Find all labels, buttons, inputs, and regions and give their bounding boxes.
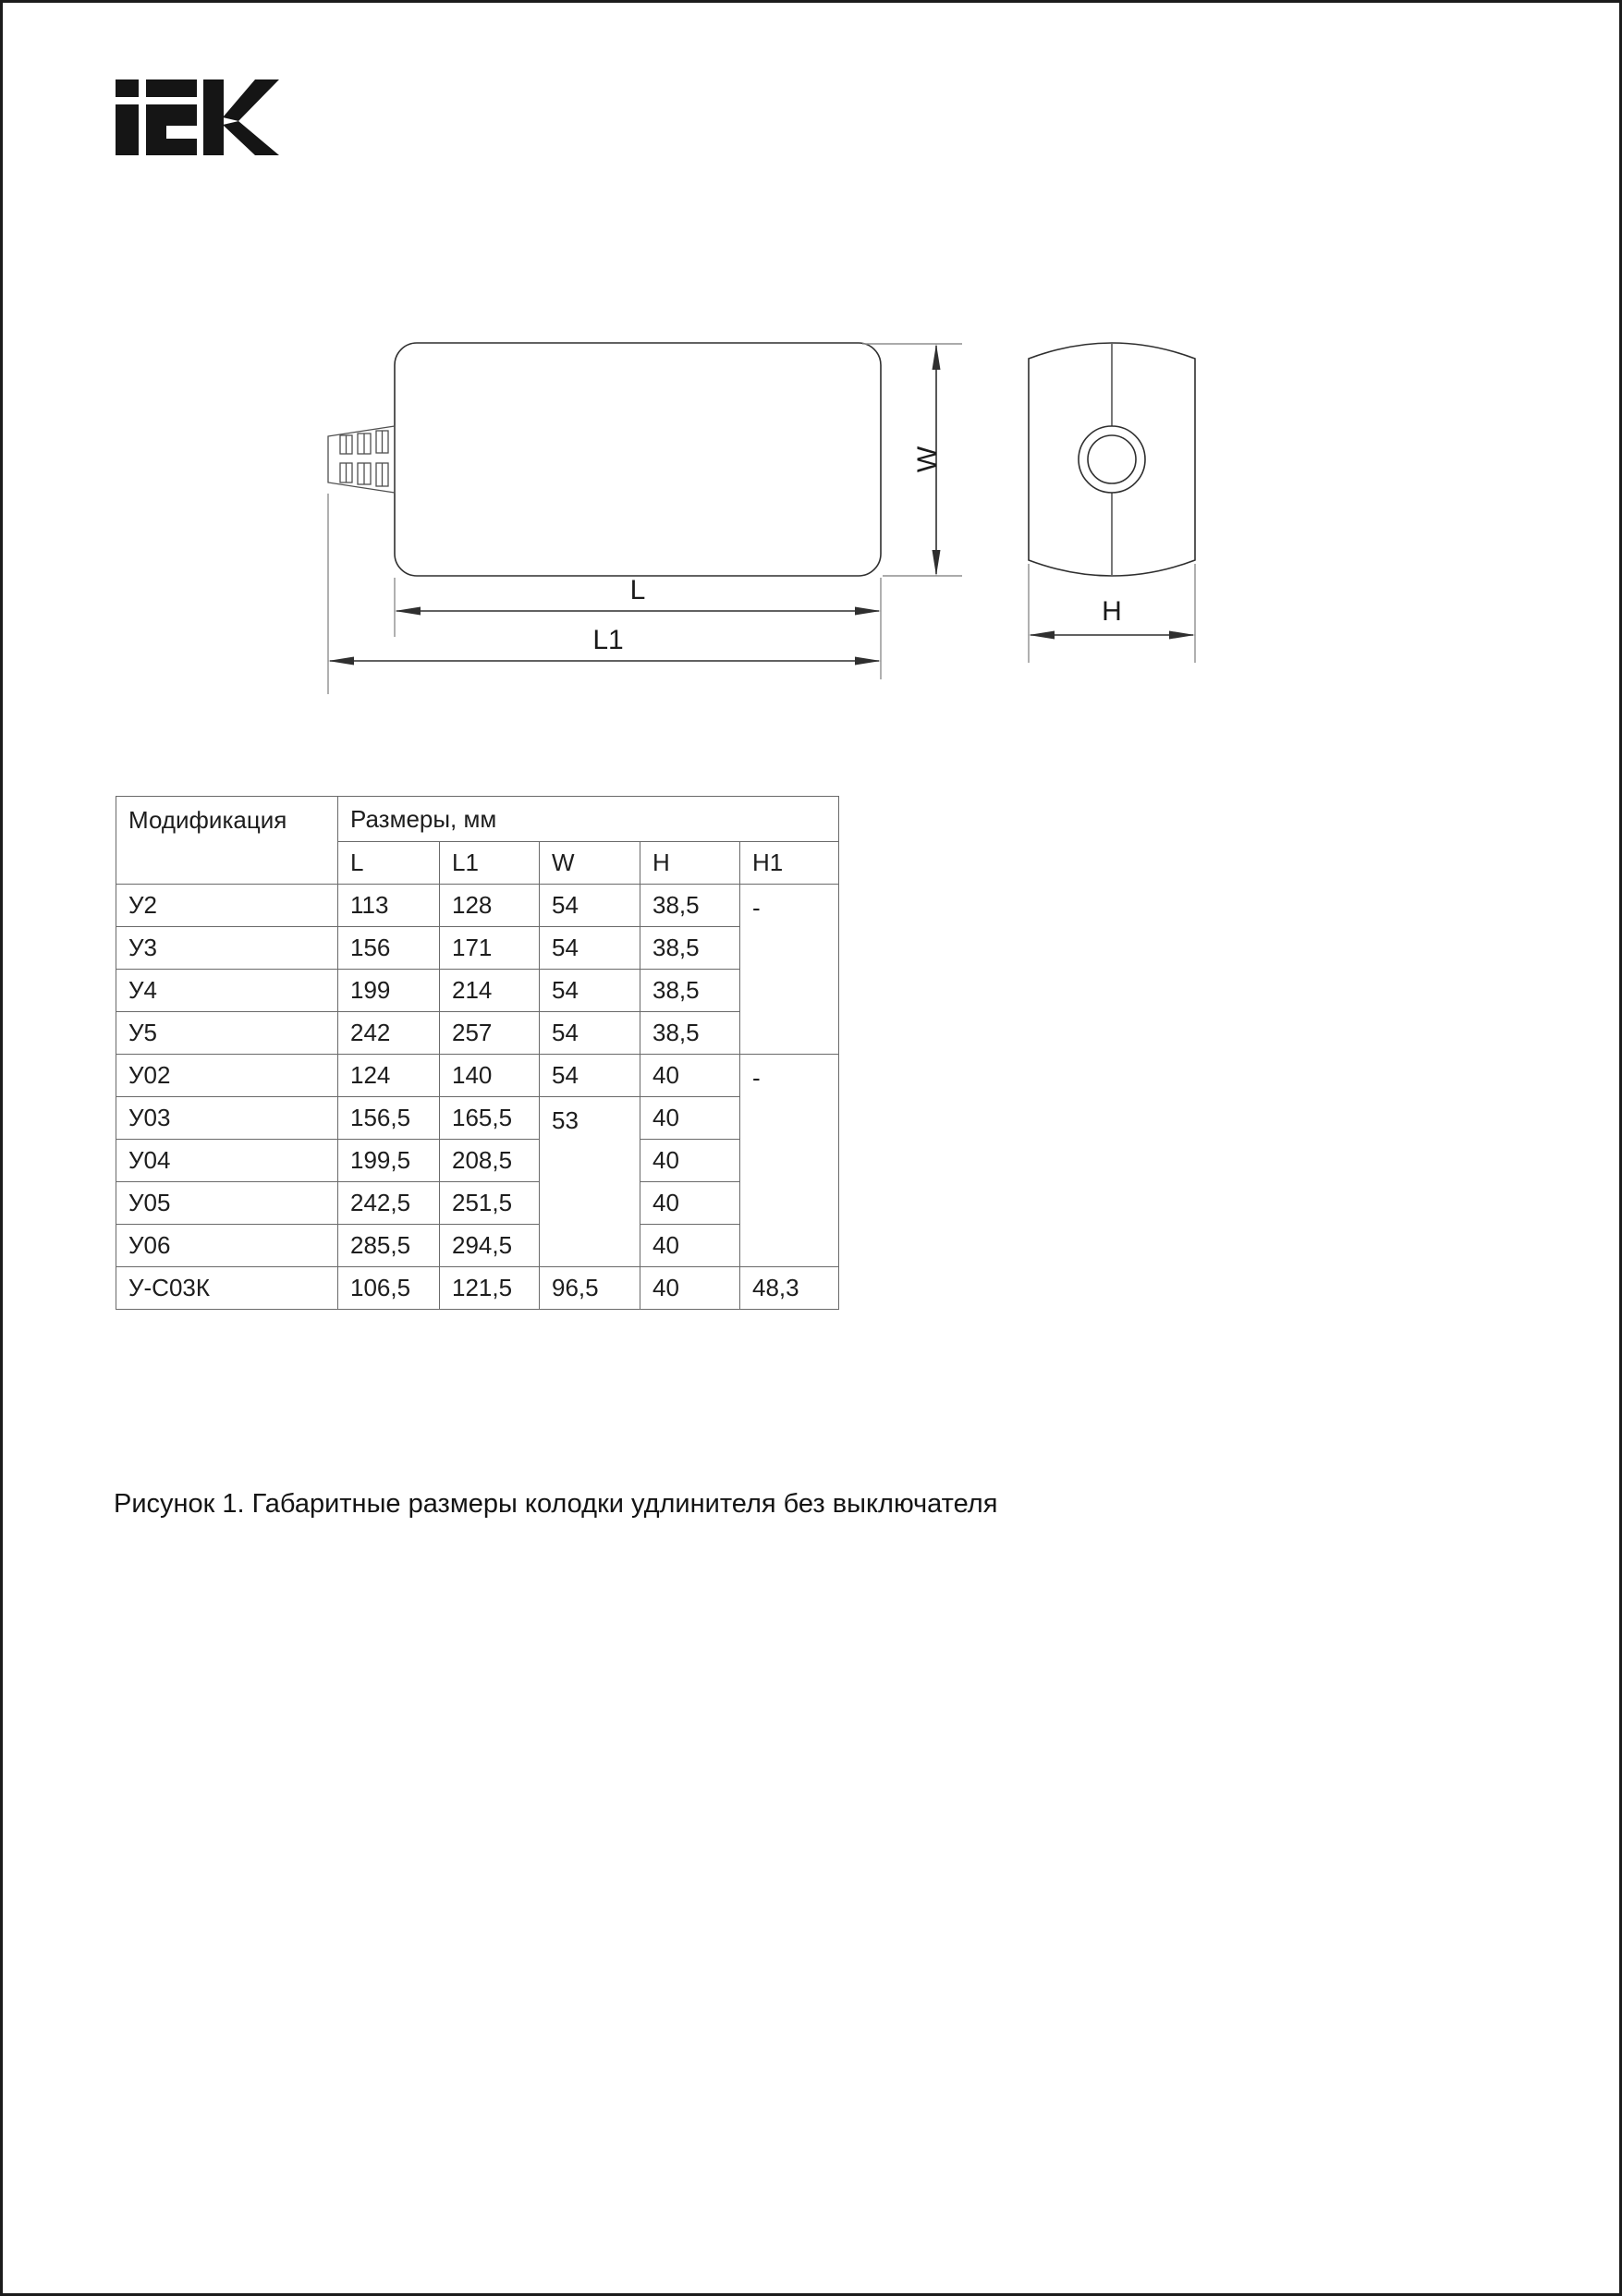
header-col-l: L: [338, 842, 440, 885]
dimension-label-w: W: [912, 446, 943, 473]
cell-h: 38,5: [640, 885, 740, 927]
cell-l1: 171: [440, 927, 540, 970]
cell-h: 40: [640, 1140, 740, 1182]
dimension-l: [395, 575, 881, 616]
socket-inner-ring: [1088, 435, 1136, 483]
cell-name: У03: [116, 1097, 338, 1140]
cell-w: 54: [540, 1055, 640, 1097]
cell-h1-merged: -: [740, 885, 839, 1055]
cell-w: 54: [540, 885, 640, 927]
cell-l: 124: [338, 1055, 440, 1097]
figure-caption: Рисунок 1. Габаритные размеры колодки удлинителя без выключателя: [114, 1489, 998, 1519]
cell-l: 242: [338, 1012, 440, 1055]
dimension-label-h: H: [1102, 596, 1122, 627]
cell-l1: 128: [440, 885, 540, 927]
dimension-drawing: [3, 3, 1622, 733]
cell-l: 242,5: [338, 1182, 440, 1225]
header-col-h1: H1: [740, 842, 839, 885]
dimension-label-l1: L1: [592, 625, 624, 655]
dimension-l1: [328, 625, 881, 666]
header-col-h: H: [640, 842, 740, 885]
cell-h: 38,5: [640, 970, 740, 1012]
header-col-l1: L1: [440, 842, 540, 885]
cell-h: 38,5: [640, 927, 740, 970]
cell-l1: 121,5: [440, 1267, 540, 1310]
end-view-drawing: [1029, 343, 1195, 576]
table-row: [116, 1182, 839, 1225]
cell-w: 54: [540, 927, 640, 970]
top-view-drawing: [395, 343, 881, 576]
cell-l1: 165,5: [440, 1097, 540, 1140]
cell-h: 40: [640, 1225, 740, 1267]
table-row: [116, 1225, 839, 1267]
cell-h: 40: [640, 1055, 740, 1097]
dimensions-table: [116, 796, 839, 1310]
header-dimensions-group: Размеры, мм: [338, 797, 839, 842]
cell-name: У05: [116, 1182, 338, 1225]
cell-l1: 251,5: [440, 1182, 540, 1225]
table-row: [116, 1097, 839, 1140]
cell-name: У5: [116, 1012, 338, 1055]
cell-l: 199: [338, 970, 440, 1012]
cell-name: У02: [116, 1055, 338, 1097]
table-row: [116, 970, 839, 1012]
cell-l1: 294,5: [440, 1225, 540, 1267]
cell-l1: 257: [440, 1012, 540, 1055]
cell-l: 156,5: [338, 1097, 440, 1140]
cord-plug: [328, 426, 395, 493]
cell-l: 113: [338, 885, 440, 927]
cell-l: 106,5: [338, 1267, 440, 1310]
cell-l1: 214: [440, 970, 540, 1012]
cell-h1-merged: -: [740, 1055, 839, 1267]
cell-l: 156: [338, 927, 440, 970]
cell-name: У3: [116, 927, 338, 970]
dimension-label-l: L: [629, 575, 646, 605]
cell-name: У4: [116, 970, 338, 1012]
cell-w: 96,5: [540, 1267, 640, 1310]
cell-name: У2: [116, 885, 338, 927]
cell-w: 54: [540, 970, 640, 1012]
cell-h: 38,5: [640, 1012, 740, 1055]
body-outline: [395, 343, 881, 576]
cell-name: У04: [116, 1140, 338, 1182]
cell-l: 285,5: [338, 1225, 440, 1267]
dimension-w: [912, 344, 943, 576]
cell-name: У-С03К: [116, 1267, 338, 1310]
cell-w-merged: 53: [540, 1097, 640, 1267]
cell-w: 54: [540, 1012, 640, 1055]
table-row: [116, 1055, 839, 1097]
cell-name: У06: [116, 1225, 338, 1267]
cell-h: 40: [640, 1097, 740, 1140]
extension-lines: [328, 344, 1195, 694]
cell-l: 199,5: [338, 1140, 440, 1182]
table-row: [116, 1140, 839, 1182]
header-col-w: W: [540, 842, 640, 885]
cell-h1: 48,3: [740, 1267, 839, 1310]
table-row: [116, 1012, 839, 1055]
dimension-h: [1029, 596, 1195, 640]
header-modification: Модификация: [116, 797, 338, 885]
table-row: [116, 1267, 839, 1310]
cell-l1: 208,5: [440, 1140, 540, 1182]
table-header-row: [116, 797, 839, 842]
table-row: [116, 927, 839, 970]
cell-h: 40: [640, 1267, 740, 1310]
cell-l1: 140: [440, 1055, 540, 1097]
table-row: [116, 885, 839, 927]
cell-h: 40: [640, 1182, 740, 1225]
